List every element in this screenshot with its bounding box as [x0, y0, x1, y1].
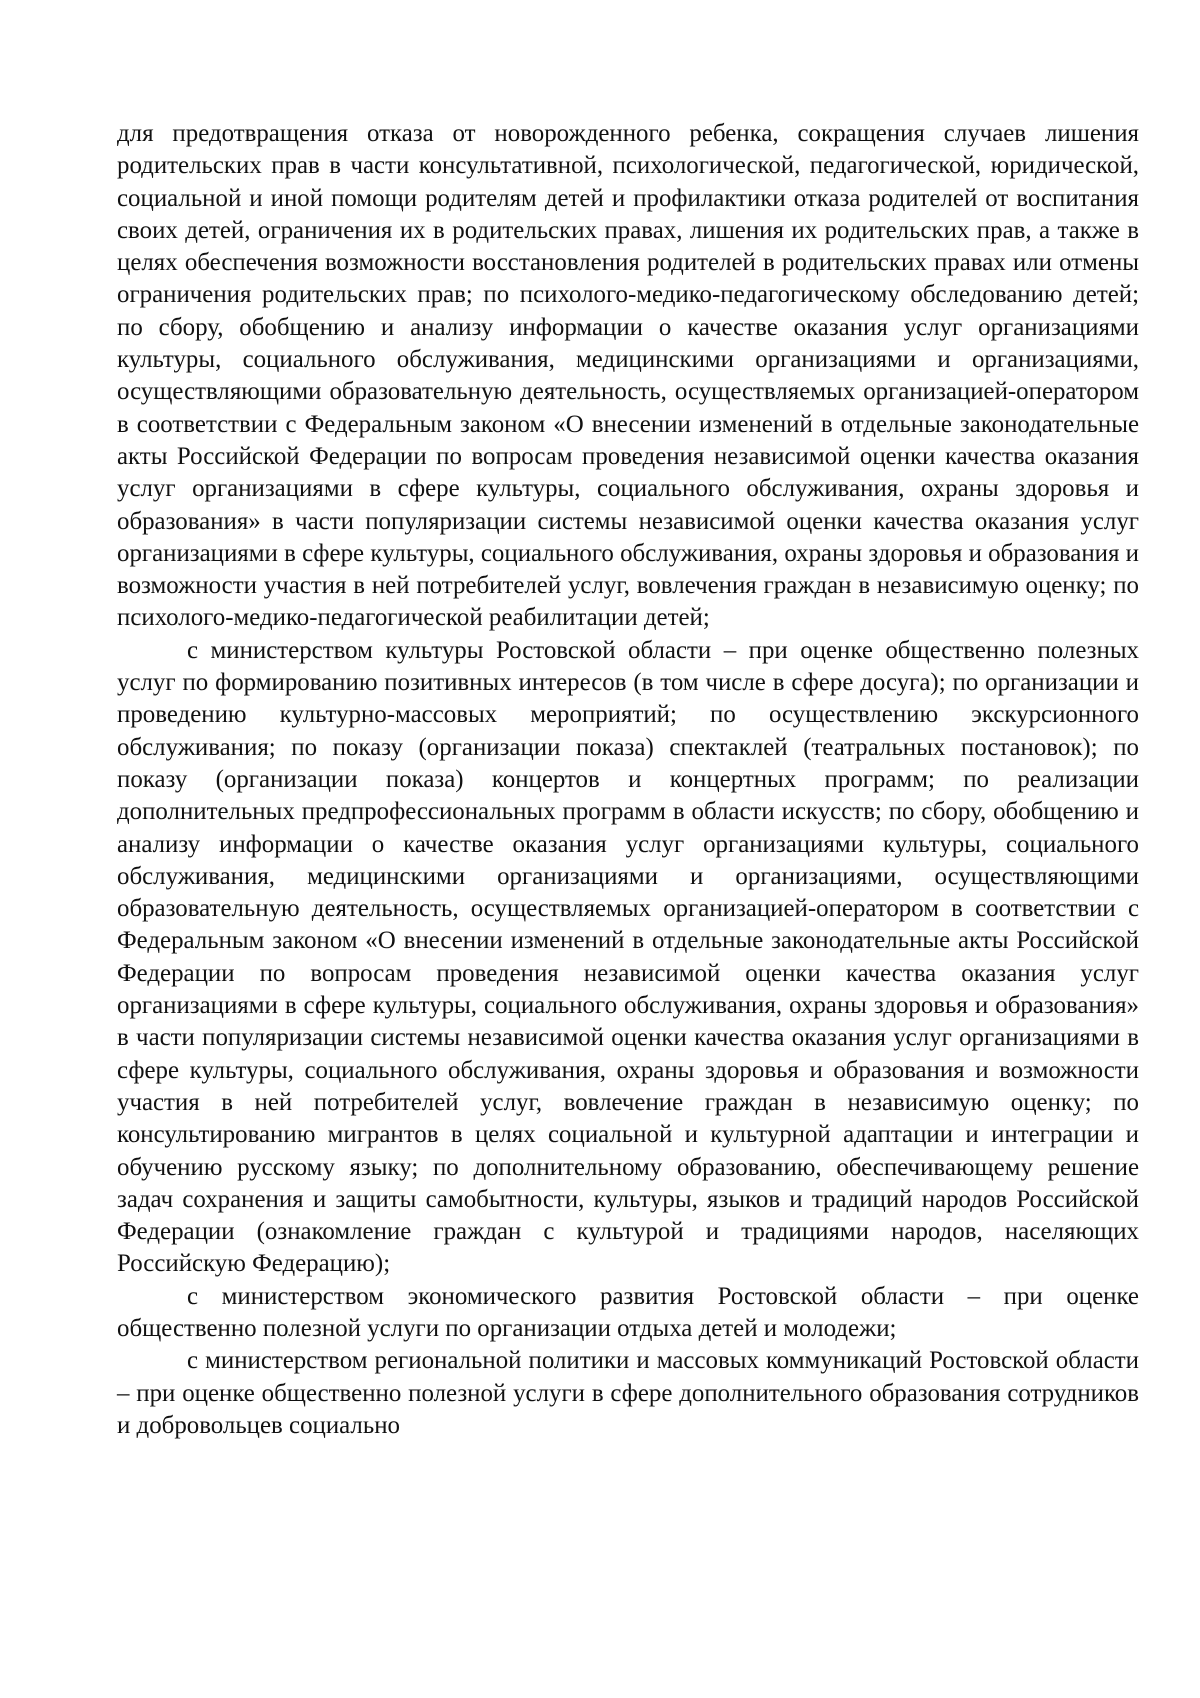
paragraph-3: с министерством экономического развития Ростовской области – при оценке общественно полезной услуги по организации отдыха детей и молодежи; [117, 1282, 1139, 1342]
paragraph-4: с министерством региональной политики и массовых коммуникаций Ростовской области – при оценке общественно полезной услуги в сфере дополнительного образования сотрудников и добровольцев социально [117, 1347, 1139, 1439]
document-body [117, 118, 1139, 1442]
paragraph-1: для предотвращения отказа от новорожденного ребенка, сокращения случаев лишения родительских прав в части консультативной, психологической, педагогической, юридической, социальной и иной помощи родителям детей и профилактики отказа родителей от воспитания своих детей, ограничения их в родительских правах, лишения их родительских прав, а также в целях обеспечения возможности восстановления родителей в родительских правах или отмены ограничения родительских прав; по психолого-медико-педагогическому обследованию детей; по сбору, обобщению и анализу информации о качестве оказания услуг организациями культуры, социального обслуживания, медицинскими организациями и организациями, осуществляющими образовательную деятельность, осуществляемых организацией-оператором в соответствии с Федеральным законом «О внесении изменений в отдельные законодательные акты Российской Федерации по вопросам проведения независимой оценки качества оказания услуг организациями в сфере культуры, социального обслуживания, охраны здоровья и образования» в части популяризации системы независимой оценки качества оказания услуг организациями в сфере культуры, социального обслуживания, охраны здоровья и образования и возможности участия в ней потребителей услуг, вовлечения граждан в независимую оценку; по психолого-медико-педагогической реабилитации детей; [117, 120, 1139, 632]
paragraph-2: с министерством культуры Ростовской области – при оценке общественно полезных услуг по формированию позитивных интересов (в том числе в сфере досуга); по организации и проведению культурно-массовых мероприятий; по осуществлению экскурсионного обслуживания; по показу (организации показа) спектаклей (театральных постановок); по показу (организации показа) концертов и концертных программ; по реализации дополнительных предпрофессиональных программ в области искусств; по сбору, обобщению и анализу информации о качестве оказания услуг организациями культуры, социального обслуживания, медицинскими организациями и организациями, осуществляющими образовательную деятельность, осуществляемых организацией-оператором в соответствии с Федеральным законом «О внесении изменений в отдельные законодательные акты Российской Федерации по вопросам проведения независимой оценки качества оказания услуг организациями в сфере культуры, социального обслуживания, охраны здоровья и образования» в части популяризации системы независимой оценки качества оказания услуг организациями в сфере культуры, социального обслуживания, охраны здоровья и образования и возможности участия в ней потребителей услуг, вовлечение граждан в независимую оценку; по консультированию мигрантов в целях социальной и культурной адаптации и интеграции и обучению русскому языку; по дополнительному образованию, обеспечивающему решение задач сохранения и защиты самобытности, культуры, языков и традиций народов Российской Федерации (ознакомление граждан с культурой и традициями народов, населяющих Российскую Федерацию); [117, 636, 1139, 1278]
